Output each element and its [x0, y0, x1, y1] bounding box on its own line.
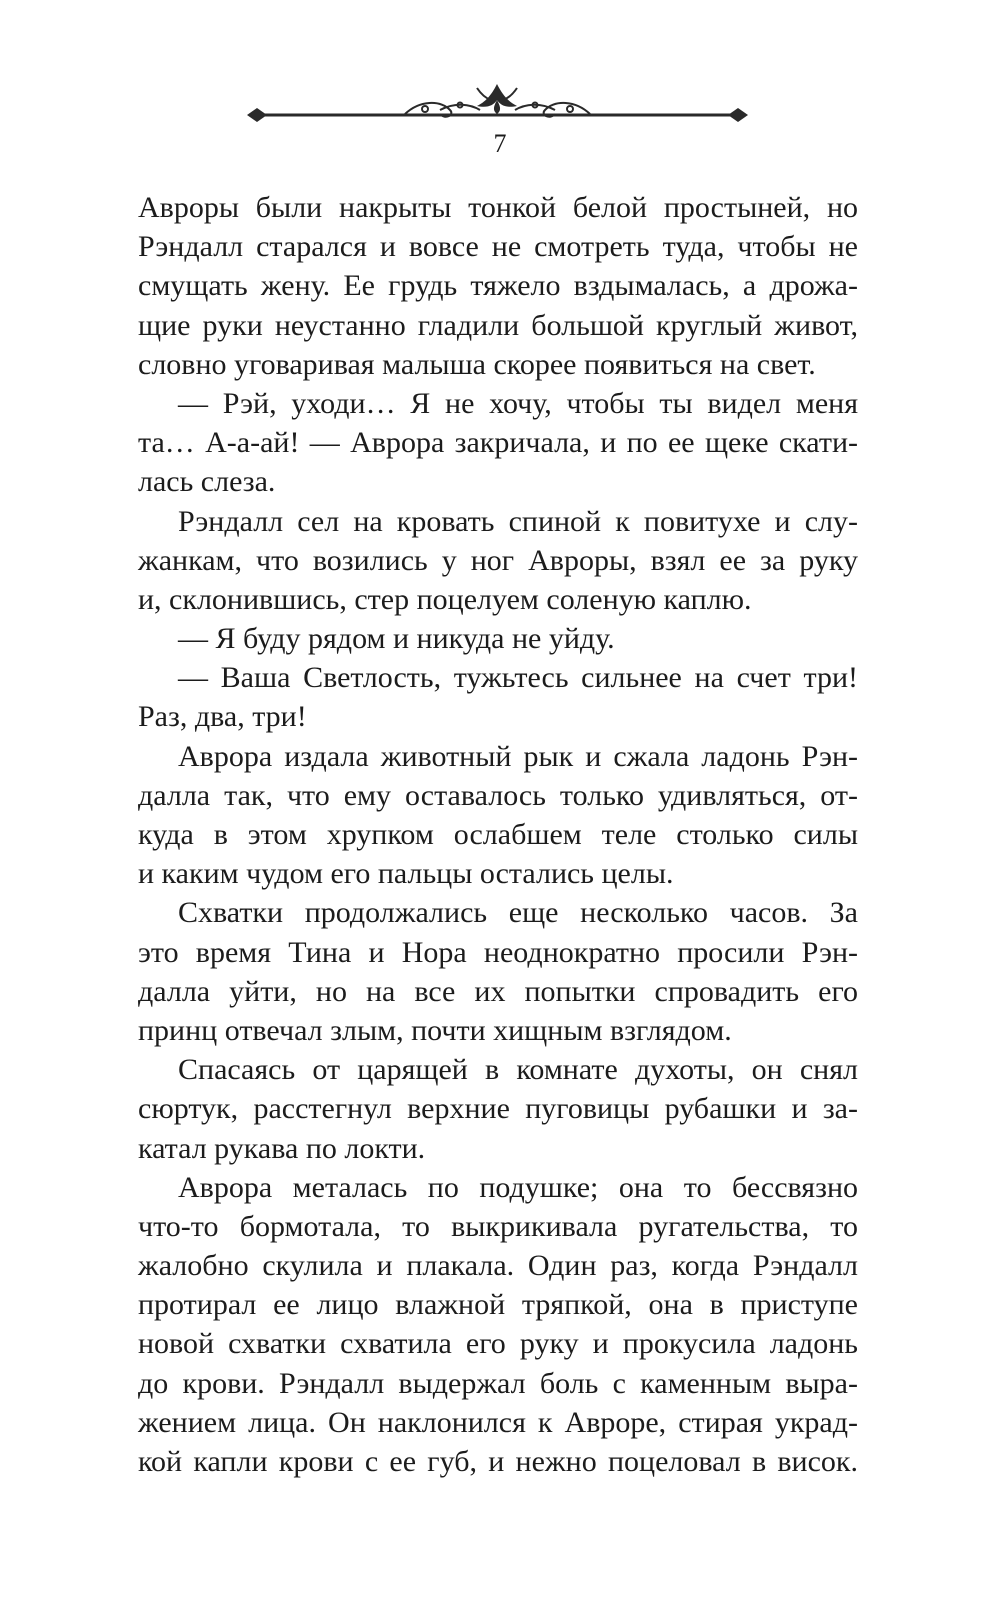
- text-line: словно уговаривая малыша скорее появиться на свет.: [138, 347, 816, 381]
- text-line: до крови. Рэндалл выдержал боль с каменным выра-: [138, 1366, 858, 1400]
- text-line: далла так, что ему оставалось только удивляться, от-: [138, 778, 858, 812]
- text-line: и каким чудом его пальцы остались целы.: [138, 857, 674, 891]
- text-line: жанкам, что возились у ног Авроры, взял ее за руку: [138, 543, 858, 577]
- text-line: принц отвечал злым, почти хищным взглядом.: [138, 1013, 732, 1047]
- text-line: далла уйти, но на все их попытки спровадить его: [138, 974, 858, 1008]
- text-line: Аврора металась по подушке; она то бессвязно: [178, 1170, 858, 1204]
- text-line: Авроры были накрыты тонкой белой простыней, но: [138, 191, 858, 224]
- text-line: Спасаясь от царящей в комнате духоты, он снял: [178, 1053, 858, 1087]
- text-line: это время Тина и Нора неоднократно просили Рэн-: [138, 935, 858, 969]
- text-line: катал рукава по локти.: [138, 1131, 426, 1165]
- text-line: кой капли крови с ее губ, и нежно поцеловал в висок.: [138, 1445, 858, 1478]
- text-line: — Ваша Светлость, тужьтесь сильнее на счет три!: [178, 661, 858, 695]
- text-line: — Я буду рядом и никуда не уйду.: [178, 622, 615, 656]
- text-line: та… А-а-ай! — Аврора закричала, и по ее щеке скати-: [138, 426, 858, 460]
- text-line: новой схватки схватила его руку и прокусила ладонь: [138, 1327, 858, 1361]
- text-line: Аврора издала животный рык и сжала ладонь Рэн-: [178, 739, 858, 773]
- text-line: сюртук, расстегнул верхние пуговицы рубашки и за-: [138, 1092, 858, 1126]
- body-text: [138, 188, 858, 1481]
- text-line: Раз, два, три!: [138, 700, 307, 734]
- text-line: жалобно скулила и плакала. Один раз, когда Рэндалл: [138, 1249, 858, 1283]
- text-line: что-то бормотала, то выкрикивала ругательства, то: [138, 1209, 858, 1243]
- text-line: щие руки неустанно гладили большой круглый живот,: [138, 308, 858, 342]
- text-line: — Рэй, уходи… Я не хочу, чтобы ты видел меня: [178, 386, 858, 420]
- text-line: Рэндалл старался и вовсе не смотреть туда, чтобы не: [138, 230, 858, 264]
- text-line: жением лица. Он наклонился к Авроре, стирая украд-: [138, 1405, 858, 1439]
- text-line: лась слеза.: [138, 465, 276, 499]
- text-line: смущать жену. Ее грудь тяжело вздымалась, а дрожа-: [138, 269, 858, 303]
- text-line: Рэндалл сел на кровать спиной к повитухе и слу-: [178, 504, 858, 538]
- text-line: Схватки продолжались еще несколько часов. За: [178, 896, 858, 930]
- text-line: протирал ее лицо влажной тряпкой, она в приступе: [138, 1288, 858, 1322]
- text-line: и, склонившись, стер поцелуем соленую каплю.: [138, 582, 752, 616]
- text-line: куда в этом хрупком ослабшем теле столько силы: [138, 818, 858, 851]
- page-number: 7: [493, 129, 507, 158]
